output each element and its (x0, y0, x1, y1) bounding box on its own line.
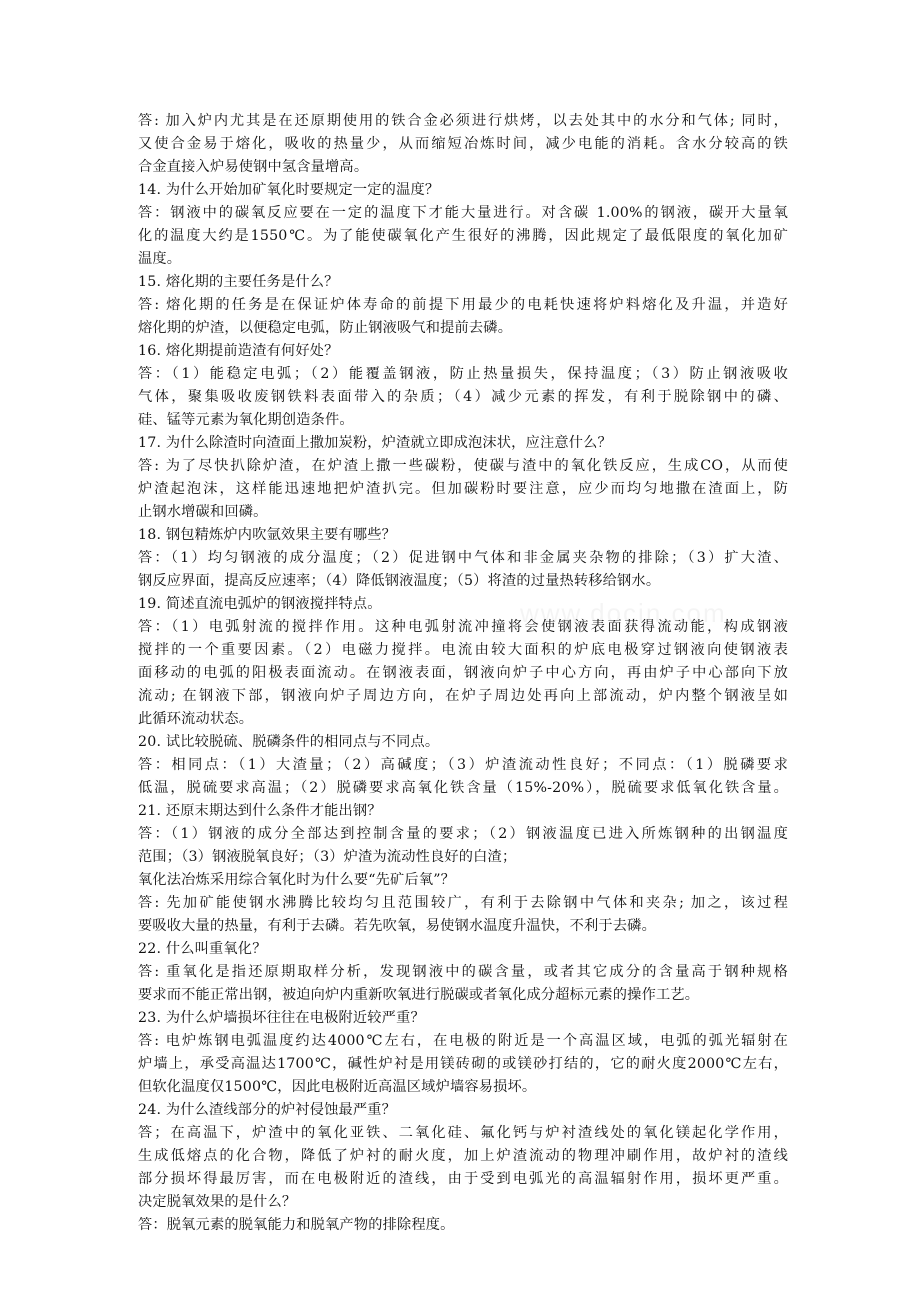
text-line: 19. 简述直流电弧炉的钢液搅拌特点。 (138, 596, 382, 612)
text-line: 23. 为什么炉墙损坏往往在电极附近较严重？ (138, 1010, 425, 1026)
text-line: 气体，聚集吸收废钢铁料表面带入的杂质；（4）减少元素的挥发，有利于脱除钢中的磷、 (138, 389, 788, 405)
text-line: 答: 重氧化是指还原期取样分析，发现钢液中的碳含量，或者其它成分的含量高于钢种规格 (138, 964, 788, 980)
text-line: 答：（1）能稳定电弧；（2）能覆盖钢液，防止热量损失，保持温度；（3）防止钢液吸收 (138, 366, 788, 382)
text-line: 答: 先加矿能使钢水沸腾比较均匀且范围较广，有利于去除钢中气体和夹杂; 加之，该过程 (138, 895, 788, 911)
text-line: 答：脱氧元素的脱氧能力和脱氧产物的排除程度。 (138, 1217, 455, 1233)
text-line: 止钢水增碳和回磷。 (138, 504, 268, 520)
text-line: 答：（1）钢液的成分全部达到控制含量的要求；（2）钢液温度已进入所炼钢种的出钢温度 (138, 826, 788, 842)
text-line: 化的温度大约是1550℃。为了能使碳氧化产生很好的沸腾，因此规定了最低限度的氧化加矿 (138, 228, 788, 244)
text-line: 流动; 在钢液下部，钢液向炉子周边方向，在炉子周边处再向上部流动，炉内整个钢液呈如 (138, 688, 788, 704)
text-line: 答：相同点：（1）大渣量；（2）高碱度；（3）炉渣流动性良好；不同点：（1）脱磷要求 (138, 757, 788, 773)
text-line: 答：（1）电弧射流的搅拌作用。这种电弧射流冲撞将会使钢液表面获得流动能，构成钢液 (138, 619, 788, 635)
text-line: 面移动的电弧的阳极表面流动。在钢液表面，钢液向炉子中心方向，再由炉子中心部向下放 (138, 665, 788, 681)
text-line: 18. 钢包精炼炉内吹氩效果主要有哪些？ (138, 527, 397, 543)
text-line: 此循环流动状态。 (138, 711, 254, 727)
text-line: 炉渣起泡沫，这样能迅速地把炉渣扒完。但加碳粉时要注意，应少而均匀地撒在渣面上，防 (138, 481, 788, 497)
document-page (138, 110, 788, 1237)
text-line: 但软化温度仅1500℃，因此电极附近高温区域炉墙容易损坏。 (138, 1079, 537, 1095)
text-line: 搅拌的一个重要因素。（2）电磁力搅拌。电流由较大面积的炉底电极穿过钢液向使钢液表 (138, 642, 788, 658)
text-line: 炉墙上，承受高温达1700℃，碱性炉衬是用镁砖砌的或镁砂打结的，它的耐火度2000℃左右， (138, 1056, 788, 1072)
text-line: 答：钢液中的碳氧反应要在一定的温度下才能大量进行。对含碳 1.00%的钢液，碳开大量氧 (138, 205, 788, 221)
text-line: 低温，脱硫要求高温；（2）脱磷要求高氧化铁含量（15%-20%），脱硫要求低氧化铁含量。 (138, 780, 788, 796)
text-line: 要求而不能正常出钢，被迫向炉内重新吹氧进行脱碳或者氧化成分超标元素的操作工艺。 (138, 987, 700, 1003)
text-line: 又使合金易于熔化，吸收的热量少，从而缩短冶炼时间，减少电能的消耗。含水分较高的铁 (138, 136, 788, 152)
text-line: 答: 加入炉内尤其是在还原期使用的铁合金必须进行烘烤，以去处其中的水分和气体; 同时， (138, 113, 788, 129)
text-line: 熔化期的炉渣，以便稳定电弧，防止钢液吸气和提前去磷。 (138, 320, 513, 336)
text-line: 要吸收大量的热量，有利于去磷。若先吹氧，易使钢水温度升温快，不利于去磷。 (138, 918, 656, 934)
text-line: 21. 还原末期达到什么条件才能出钢？ (138, 803, 382, 819)
text-line: 24. 为什么渣线部分的炉衬侵蚀最严重？ (138, 1102, 397, 1118)
text-line: 答: 熔化期的任务是在保证炉体寿命的前提下用最少的电耗快速将炉料熔化及升温，并造好 (138, 297, 788, 313)
text-line: 14. 为什么开始加矿氧化时要规定一定的温度？ (138, 182, 440, 198)
text-line: 15. 熔化期的主要任务是什么？ (138, 274, 339, 290)
text-line: 答: 电炉炼钢电弧温度约达4000℃左右，在电极的附近是一个高温区域，电弧的弧光辐射在 (138, 1033, 788, 1049)
text-line: 答；在高温下，炉渣中的氧化亚铁、二氧化硅、氟化钙与炉衬渣线处的氧化镁起化学作用， (138, 1125, 788, 1141)
text-line: 生成低熔点的化合物，降低了炉衬的耐火度，加上炉渣流动的物理冲刷作用，故炉衬的渣线 (138, 1148, 788, 1164)
text-line: 部分损坏得最厉害，而在电极附近的渣线，由于受到电弧光的高温辐射作用，损坏更严重。 (138, 1171, 788, 1187)
text-line: 20. 试比较脱硫、脱磷条件的相同点与不同点。 (138, 734, 440, 750)
text-line: 范围；（3）钢液脱氧良好；（3）炉渣为流动性良好的白渣； (138, 849, 517, 865)
text-line: 决定脱氧效果的是什么？ (138, 1194, 297, 1210)
text-line: 答: 为了尽快扒除炉渣，在炉渣上撒一些碳粉，使碳与渣中的氧化铁反应，生成CO，从而使 (138, 458, 788, 474)
text-line: 温度。 (138, 251, 182, 267)
text-line: 钢反应界面，提高反应速率；（4）降低钢液温度；（5）将渣的过量热转移给钢水。 (138, 573, 661, 589)
text-line: 22. 什么叫重氧化？ (138, 941, 267, 957)
text-line: 16. 熔化期提前造渣有何好处？ (138, 343, 339, 359)
text-line: 17. 为什么除渣时向渣面上撒加炭粉，炉渣就立即成泡沫状，应注意什么？ (138, 435, 612, 451)
text-line: 氧化法冶炼采用综合氧化时为什么要“先矿后氧”？ (138, 872, 456, 888)
text-line: 硅、锰等元素为氧化期创造条件。 (138, 412, 354, 428)
text-line: 答：（1）均匀钢液的成分温度；（2）促进钢中气体和非金属夹杂物的排除；（3）扩大渣、 (138, 550, 788, 566)
text-line: 合金直接入炉易使钢中氢含量增高。 (138, 159, 369, 175)
